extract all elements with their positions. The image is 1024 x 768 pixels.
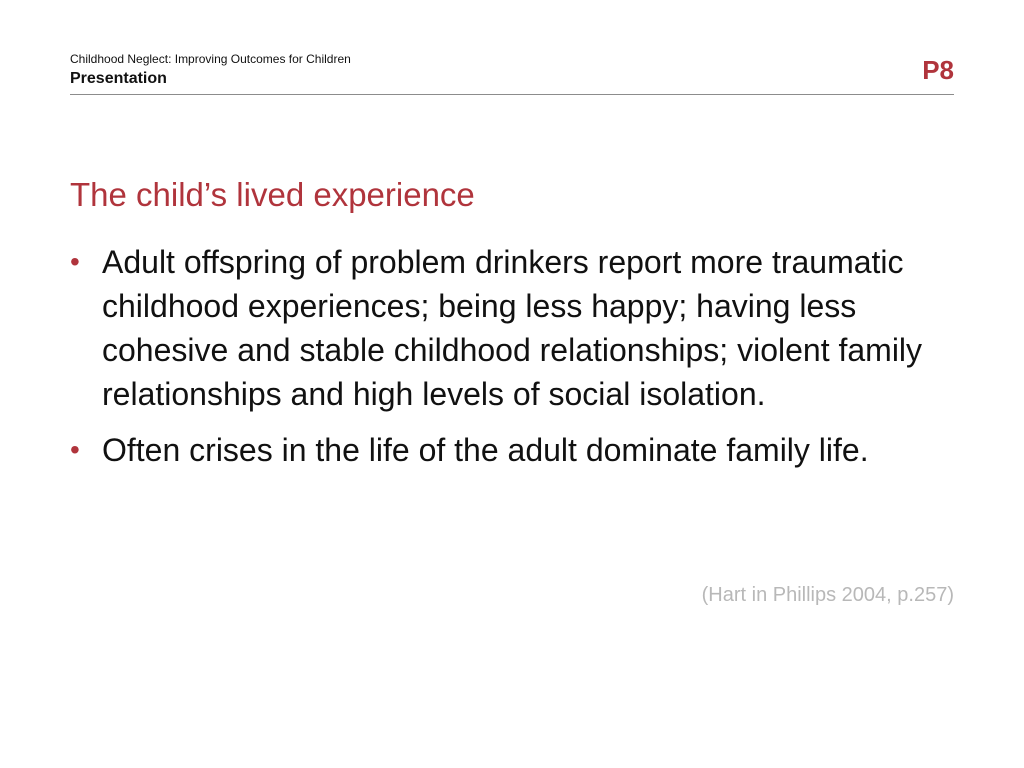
- header-title: Presentation: [70, 70, 167, 87]
- bullet-icon: •: [70, 434, 80, 465]
- header-subtitle: Childhood Neglect: Improving Outcomes for Children: [70, 52, 351, 66]
- bullet-icon: •: [70, 246, 80, 277]
- slide-title: The child’s lived experience: [70, 176, 475, 213]
- bullet-item: [70, 240, 960, 416]
- bullet-text: Often crises in the life of the adult dominate family life.: [102, 432, 869, 468]
- bullet-text: Adult offspring of problem drinkers report more traumatic childhood experiences; being less happy; having less cohesive and stable childhood relationships; violent family relationships and high levels of social isolation.: [102, 244, 923, 412]
- citation: (Hart in Phillips 2004, p.257): [701, 584, 954, 606]
- header-divider: [70, 94, 954, 95]
- page-number: P8: [922, 55, 954, 85]
- bullet-list: [70, 240, 960, 484]
- bullet-item: [70, 428, 960, 472]
